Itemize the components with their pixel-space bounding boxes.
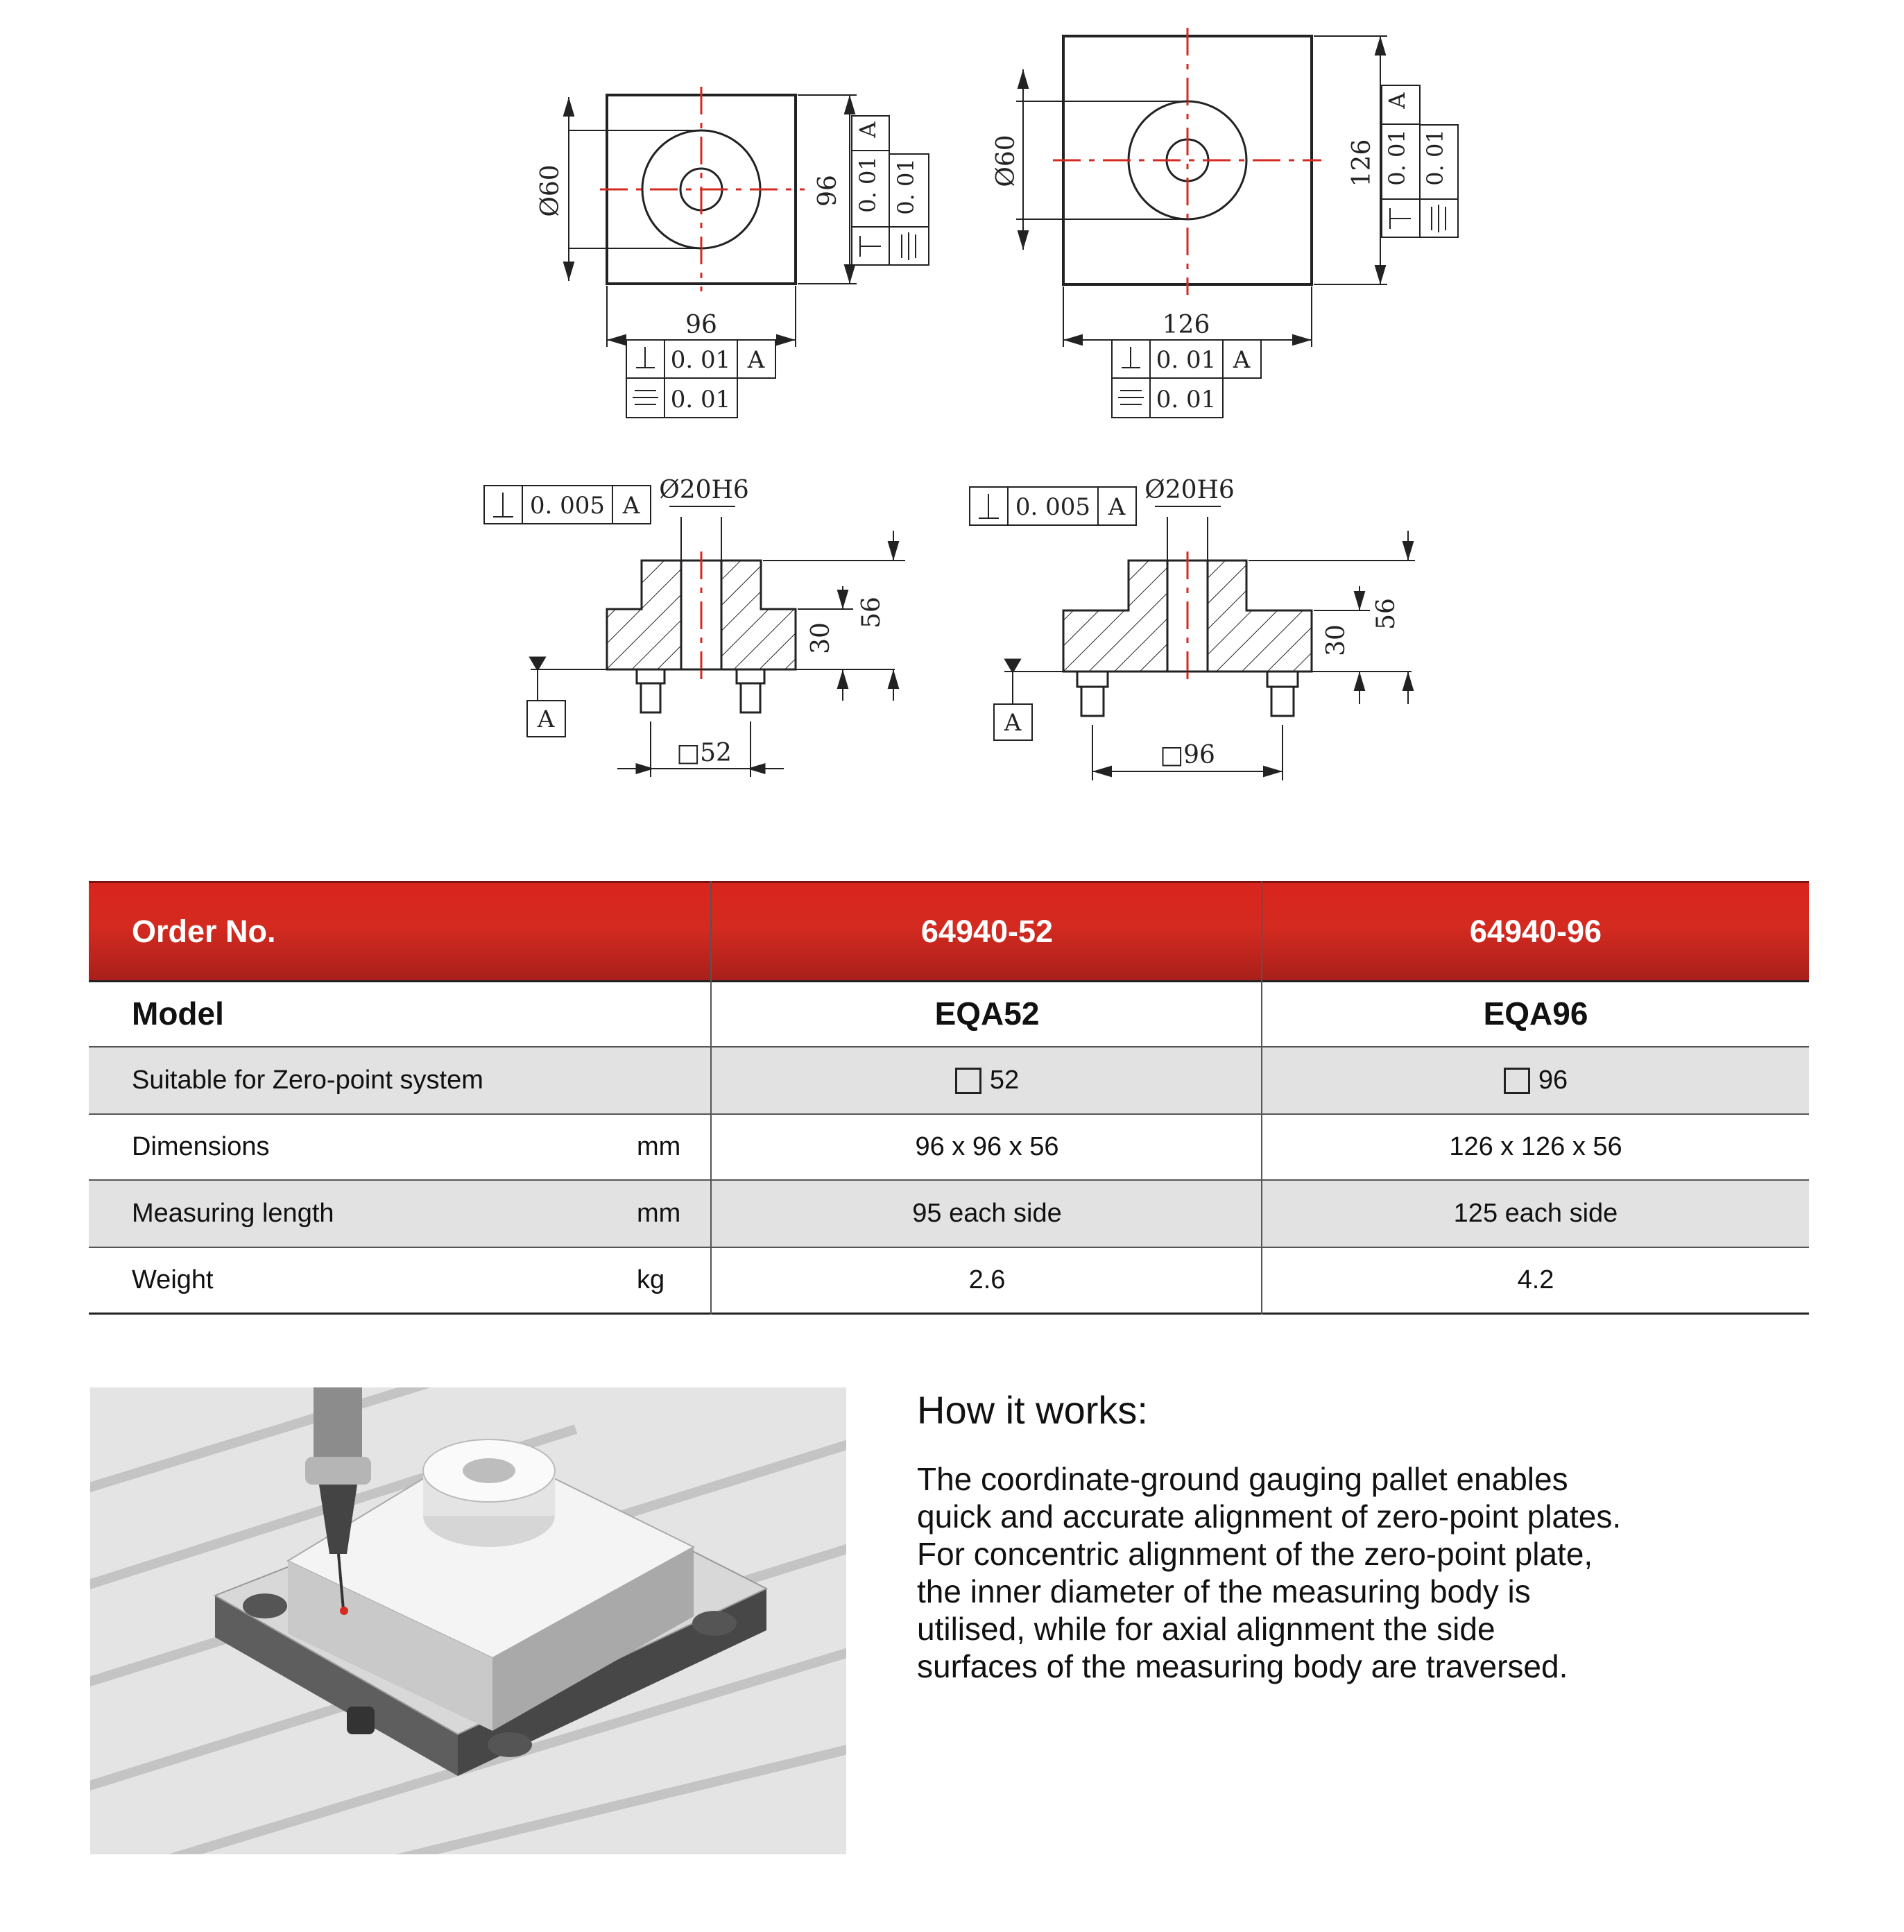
header-order-label: Order No. bbox=[132, 914, 276, 949]
lt-dia-label: Ø60 bbox=[536, 164, 565, 217]
row-col2: 126 x 126 x 56 bbox=[1449, 1132, 1622, 1161]
table-header-row bbox=[89, 881, 1809, 982]
row-unit: mm bbox=[637, 1132, 681, 1161]
rt-dia-label: Ø60 bbox=[992, 135, 1020, 187]
row-col1-value: 52 bbox=[989, 1066, 1020, 1095]
rt-side-h-label: 126 bbox=[1162, 311, 1210, 339]
rt-vtol-datum: A bbox=[1384, 92, 1410, 109]
ls-datum: A bbox=[537, 706, 555, 733]
model-col2: EQA96 bbox=[1483, 995, 1588, 1032]
rs-perp-tol: 0. 005 bbox=[1015, 493, 1091, 521]
row-unit: mm bbox=[637, 1199, 681, 1228]
product-illustration bbox=[90, 1387, 846, 1854]
row-label: Weight bbox=[132, 1265, 214, 1294]
row-label: Suitable for Zero-point system bbox=[132, 1066, 483, 1095]
row-col1: 2.6 bbox=[968, 1265, 1006, 1294]
row-col1: 95 each side bbox=[912, 1199, 1062, 1228]
row-unit: kg bbox=[637, 1265, 665, 1294]
lt-vtol-b: 0. 01 bbox=[893, 158, 919, 215]
model-col1: EQA52 bbox=[934, 995, 1040, 1032]
rt-side-v-label: 126 bbox=[1348, 139, 1376, 187]
lt-side-h-label: 96 bbox=[685, 311, 717, 339]
drawing-canvas bbox=[0, 0, 1904, 819]
square-icon bbox=[955, 1068, 981, 1094]
rs-h2: 56 bbox=[1372, 598, 1400, 630]
lt-datum: A bbox=[747, 346, 765, 374]
rs-spacing: □96 bbox=[1160, 741, 1215, 769]
rt-vtol-a: 0. 01 bbox=[1384, 129, 1410, 186]
ls-bore: Ø20H6 bbox=[659, 476, 749, 504]
ls-h2: 56 bbox=[857, 597, 886, 629]
lt-vtol-a: 0. 01 bbox=[855, 156, 881, 213]
row-label: Measuring length bbox=[132, 1199, 334, 1228]
row-col2-value: 96 bbox=[1538, 1066, 1568, 1095]
header-order-col1: 64940-52 bbox=[920, 914, 1054, 949]
rt-tol-a: 0. 01 bbox=[1156, 346, 1217, 374]
column-divider bbox=[710, 881, 712, 1315]
rs-bore: Ø20H6 bbox=[1144, 476, 1235, 504]
row-col2 bbox=[1262, 1048, 1809, 1113]
rs-h1: 30 bbox=[1322, 624, 1350, 656]
row-col1 bbox=[712, 1048, 1262, 1113]
header-order-col2: 64940-96 bbox=[1469, 914, 1602, 949]
left-side-view bbox=[484, 486, 905, 777]
table-row bbox=[89, 1248, 1809, 1315]
ls-h1: 30 bbox=[807, 622, 835, 654]
square-icon bbox=[1504, 1068, 1530, 1094]
rt-tol-b: 0. 01 bbox=[1156, 386, 1217, 413]
row-col1: 96 x 96 x 56 bbox=[915, 1132, 1059, 1161]
row-col2: 4.2 bbox=[1517, 1265, 1554, 1294]
table-row bbox=[89, 1115, 1809, 1181]
how-body: The coordinate-ground gauging pallet enables quick and accurate alignment of zero-point plates. For concentric alignment of the zero-point plate, the inner diameter of the measuring body is utilised, while for axial alignment the side surfaces of the measuring body are traversed. bbox=[917, 1461, 1622, 1684]
ls-spacing: □52 bbox=[676, 739, 732, 767]
how-it-works bbox=[917, 1387, 1860, 1685]
table-row bbox=[89, 1181, 1809, 1248]
gauging-pallet-image bbox=[90, 1387, 846, 1854]
rs-perp-datum: A bbox=[1108, 493, 1126, 521]
table-row-model bbox=[89, 980, 1809, 1048]
table-row bbox=[89, 1048, 1809, 1115]
row-col2: 125 each side bbox=[1453, 1199, 1618, 1228]
lt-side-v-label: 96 bbox=[814, 175, 842, 207]
lt-tol-a: 0. 01 bbox=[670, 346, 731, 374]
ls-perp-datum: A bbox=[622, 492, 640, 520]
row-label: Dimensions bbox=[132, 1132, 270, 1161]
technical-drawings bbox=[0, 0, 1904, 819]
column-divider bbox=[1261, 881, 1262, 1315]
rs-datum: A bbox=[1004, 709, 1022, 737]
rt-datum: A bbox=[1233, 346, 1251, 374]
lt-vtol-datum: A bbox=[855, 121, 881, 138]
model-label: Model bbox=[132, 995, 224, 1032]
ls-perp-tol: 0. 005 bbox=[529, 492, 606, 520]
lt-tol-b: 0. 01 bbox=[670, 386, 731, 413]
rt-vtol-b: 0. 01 bbox=[1422, 129, 1448, 186]
how-title: How it works: bbox=[917, 1388, 1148, 1432]
